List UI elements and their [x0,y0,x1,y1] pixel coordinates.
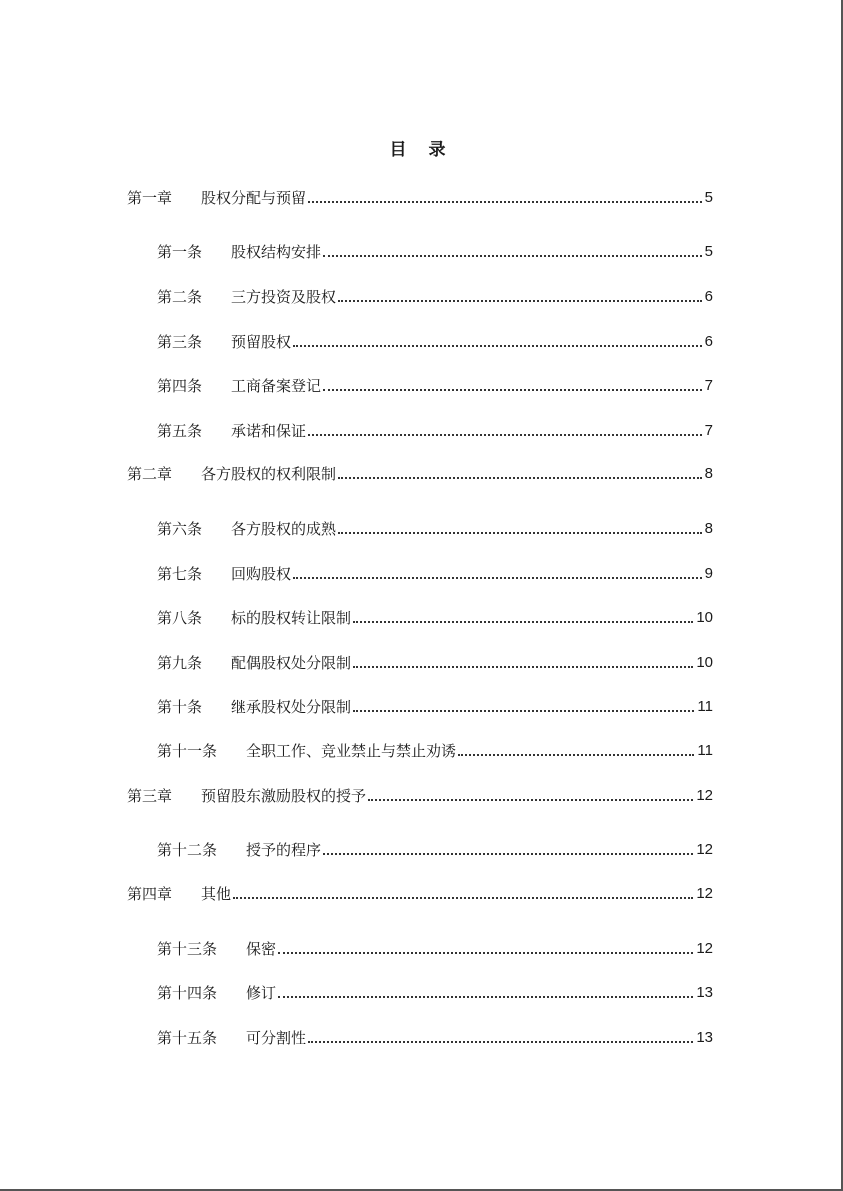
dot-leader [338,300,702,302]
toc-entry-page: 6 [704,333,713,350]
toc-entry-title: 预留股权 [231,333,292,351]
toc-article-6[interactable] [157,515,713,539]
toc-entry-title: 其他 [201,885,232,903]
toc-entry-number: 第六条 [157,520,203,538]
toc-entry-title: 股权结构安排 [231,243,322,261]
dot-leader [308,1041,693,1043]
toc-entry-title: 标的股权转让限制 [231,609,352,627]
dot-leader [323,853,693,855]
toc-entry-number: 第七条 [157,565,203,583]
toc-entry-page: 8 [704,520,713,537]
toc-chapter-4[interactable] [127,880,713,904]
toc-chapter-2[interactable] [127,460,713,484]
toc-entry-title: 全职工作、竞业禁止与禁止劝诱 [246,742,457,760]
toc-entry-number: 第一章 [127,189,173,207]
toc-entry-page: 13 [696,984,713,1001]
toc-entry-title: 继承股权处分限制 [231,698,352,716]
toc-entry-title: 可分割性 [246,1029,307,1047]
toc-article-9[interactable] [157,649,713,673]
toc-entry-title: 工商备案登记 [231,377,322,395]
toc-entry-title: 授予的程序 [246,841,322,859]
toc-entry-number: 第十二条 [157,841,218,859]
toc-article-1[interactable] [157,238,713,262]
toc-entry-page: 6 [704,288,713,305]
toc-chapter-1[interactable] [127,184,713,208]
dot-leader [308,201,702,203]
dot-leader [308,434,702,436]
dot-leader [353,710,694,712]
toc-entry-page: 12 [696,841,713,858]
toc-entry-page: 7 [704,422,713,439]
toc-entry-page: 12 [696,787,713,804]
toc-article-5[interactable] [157,417,713,441]
toc-entry-title: 保密 [246,940,277,958]
toc-article-12[interactable] [157,836,713,860]
toc-entry-title: 预留股东激励股权的授予 [201,787,367,805]
toc-entry-number: 第十四条 [157,984,218,1002]
dot-leader [338,532,702,534]
dot-leader [368,799,693,801]
dot-leader [233,897,693,899]
toc-entry-page: 8 [704,465,713,482]
toc-article-7[interactable] [157,560,713,584]
toc-entry-number: 第二条 [157,288,203,306]
toc-entry-number: 第八条 [157,609,203,627]
toc-article-11[interactable] [157,737,713,761]
toc-entry-number: 第五条 [157,422,203,440]
toc-entry-page: 11 [697,742,713,759]
toc-article-10[interactable] [157,693,713,717]
toc-article-13[interactable] [157,935,713,959]
toc-article-3[interactable] [157,328,713,352]
toc-entry-page: 12 [696,940,713,957]
toc-entry-title: 各方股权的成熟 [231,520,337,538]
toc-entry-number: 第三章 [127,787,173,805]
toc-entry-number: 第二章 [127,465,173,483]
toc-article-2[interactable] [157,283,713,307]
toc-entry-page: 12 [696,885,713,902]
toc-article-8[interactable] [157,604,713,628]
toc-title: 目 录 [389,140,454,160]
toc-entry-title: 股权分配与预留 [201,189,307,207]
dot-leader [323,255,702,257]
toc-entry-title: 修订 [246,984,277,1002]
toc-entry-page: 5 [704,189,713,206]
toc-entry-number: 第十一条 [157,742,218,760]
toc-entry-page: 9 [704,565,713,582]
dot-leader [338,477,702,479]
toc-entry-page: 10 [696,609,713,626]
toc-entry-number: 第四条 [157,377,203,395]
toc-chapter-3[interactable] [127,782,713,806]
toc-entry-page: 5 [704,243,713,260]
toc-entry-number: 第一条 [157,243,203,261]
dot-leader [278,952,693,954]
toc-entry-page: 7 [704,377,713,394]
toc-article-15[interactable] [157,1024,713,1048]
toc-entry-page: 10 [696,654,713,671]
toc-article-4[interactable] [157,372,713,396]
toc-entry-number: 第十条 [157,698,203,716]
toc-entry-page: 13 [696,1029,713,1046]
toc-entry-title: 承诺和保证 [231,422,307,440]
toc-entry-number: 第三条 [157,333,203,351]
dot-leader [293,577,702,579]
dot-leader [323,389,702,391]
toc-entry-number: 第四章 [127,885,173,903]
dot-leader [293,345,702,347]
toc-entry-number: 第九条 [157,654,203,672]
toc-entry-title: 三方投资及股权 [231,288,337,306]
dot-leader [458,754,694,756]
dot-leader [278,996,693,998]
toc-entry-title: 回购股权 [231,565,292,583]
dot-leader [353,666,693,668]
toc-entry-number: 第十三条 [157,940,218,958]
toc-entry-number: 第十五条 [157,1029,218,1047]
dot-leader [353,621,693,623]
toc-entry-title: 各方股权的权利限制 [201,465,337,483]
toc-entry-page: 11 [697,698,713,715]
toc-entry-title: 配偶股权处分限制 [231,654,352,672]
toc-article-14[interactable] [157,979,713,1003]
